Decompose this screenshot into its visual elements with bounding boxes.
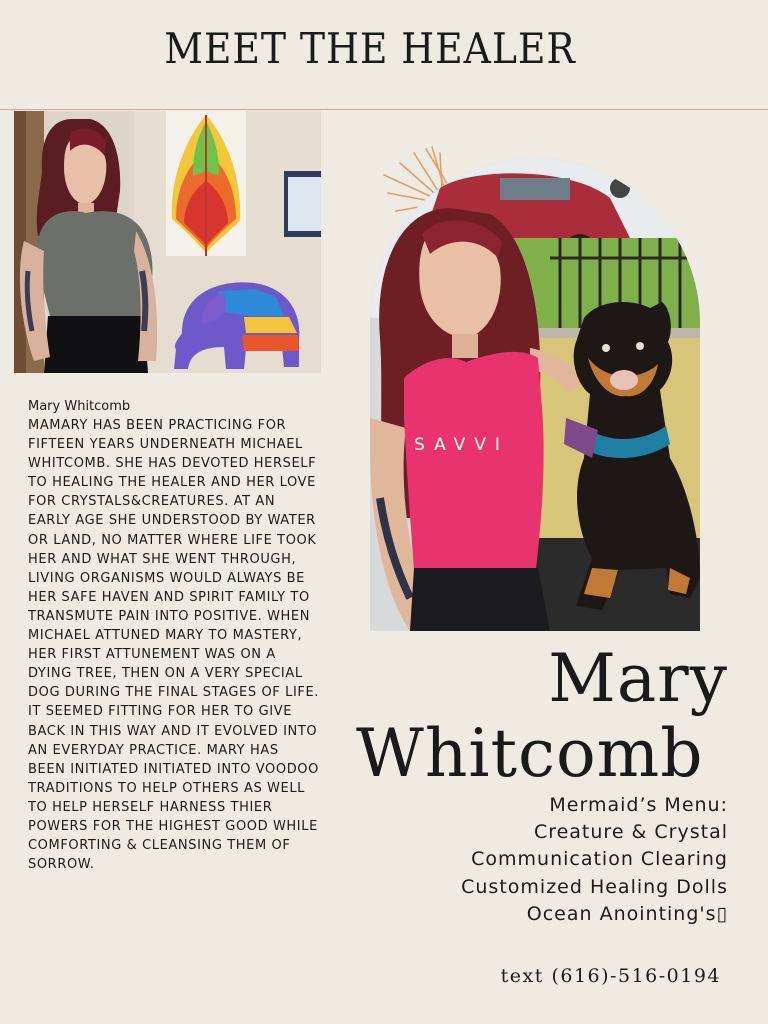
- services-menu: [461, 792, 728, 928]
- bio-name: Mary Whitcomb: [28, 399, 131, 414]
- menu-item: Communication Clearing: [471, 848, 728, 871]
- healer-photo-left: [14, 111, 321, 373]
- portrait-photo-icon: [14, 111, 321, 373]
- menu-item: Ocean Anointing's▯: [526, 902, 728, 925]
- menu-title: Mermaid’s Menu:: [549, 794, 728, 816]
- shirt-print: SAVVI: [414, 435, 509, 455]
- bio-text: MAMARY HAS BEEN PRACTICING FOR FIFTEEN YEARS UNDERNEATH MICHAEL WHITCOMB. SHE HAS DEVOTED HERSELF TO HEALING THE HEALER AND HER LOVE FOR CRYSTALS&CREATURES. AT AN EARLY AGE SHE UNDERSTOOD BY WATER OR LAND, NO MATTER WHERE LIFE TOOK HER AND WHAT SHE WENT THROUGH, LIVING ORGANISMS WOULD ALWAYS BE HER SAFE HAVEN AND SPIRIT FAMILY TO TRANSMUTE PAIN INTO POSITIVE. WHEN MICHAEL ATTUNED MARY TO MASTERY, HER FIRST ATTUNEMENT WAS ON A DYING TREE, THEN ON A VERY SPECIAL DOG DURING THE FINAL STAGES OF LIFE. IT SEEMED FITTING FOR HER TO GIVE BACK IN THIS WAY AND IT EVOLVED INTO AN EVERYDAY PRACTICE. MARY HAS BEEN INITIATED INITIATED INTO VOODOO TRADITIONS TO HELP OTHERS AS WELL TO HELP HERSELF HARNESS THIER POWERS FOR THE HIGHEST GOOD WHILE COMFORTING & CLEANSING THEM OF SORROW.: [28, 418, 320, 873]
- bio-section: [28, 399, 320, 874]
- menu-item: Customized Healing Dolls: [461, 875, 728, 898]
- portrait-with-dog-photo-icon: [370, 158, 700, 631]
- page-title: MEET THE HEALER: [164, 24, 576, 73]
- contact-phone: text (616)-516-0194: [500, 965, 721, 987]
- heading-first-name: Mary: [548, 640, 728, 717]
- heading-last-name: Whitcomb: [356, 715, 704, 792]
- healer-photo-right: [370, 158, 700, 631]
- menu-item: Creature & Crystal: [533, 821, 728, 844]
- header-divider: [0, 109, 768, 110]
